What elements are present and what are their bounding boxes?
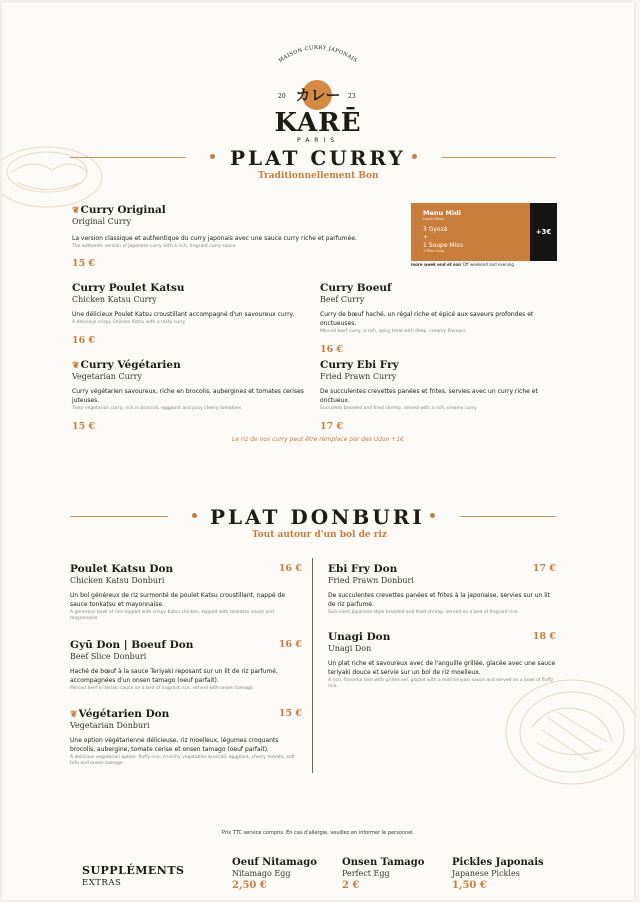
item-name-en: Vegetarian Curry [72,372,142,381]
supplement-pickles-japonais [452,857,544,891]
menu-page [2,2,634,900]
logo-city: PARIS [296,137,340,144]
item-description-en: The authentic version of Japanese curry with a rich, fragrant curry sauce [72,244,236,249]
supplement-price: 2,50 € [232,880,267,891]
item-description-en: A delicious vegetarian option. fluffy rice, crunchy vegetables broccoli, eggplant, cherry tomato, soft tofu and onsen tamago [70,755,295,766]
menu-item-curry-poulet-katsu [72,282,312,346]
item-price: 18 € [532,631,556,642]
supplement-price: 2 € [342,880,360,891]
item-description-en: Succulent Japanese-style breaded and fried shrimp, served on a bed of fragrant rice [328,610,518,615]
item-name-en: Beef Curry [320,295,365,304]
donburi-rule-right [460,516,556,517]
item-price: 16 € [278,563,302,574]
item-price: 15 € [72,258,96,269]
item-name: Curry Boeuf [320,282,392,294]
lunch-menu-note: more week end et soir Off weekend and evening [411,262,514,267]
brand-logo [260,36,376,144]
leaf-icon: ❦ [72,361,80,371]
item-name-en: Fried Prawn Curry [320,372,397,381]
supplement-name: Onsen Tamago [342,857,425,868]
item-name: ❦Curry Végétarien [72,359,181,371]
item-description-en: Succulent breaded and fried shrimp, served with a rich, creamy curry [320,406,477,411]
lunch-menu-line2: 1 Soupe Miso [423,242,464,249]
leaf-icon: ❦ [70,710,78,720]
supplements-title: SUPPLÉMENTS [82,864,185,877]
item-name: ❦Curry Original [72,204,166,216]
item-description: Curry de bœuf haché, un régal riche et épicé aux saveurs profondes et onctueuses. [320,311,534,327]
item-price: 15 € [278,708,302,719]
supplement-onsen-tamago [342,857,424,891]
logo-year-left: 20 [278,93,286,100]
supplement-name: Oeuf Nitamago [232,857,317,868]
donburi-rule-left [70,516,168,517]
item-description: De succulentes crevettes panées et frites, servies avec un curry riche et onctueux. [320,388,538,404]
lunch-menu-line1: 3 Gyozá [423,226,448,233]
item-description: Curry végétarien savoureux, riche en brocolis, aubergines et tomates cerises juteuses. [72,388,304,404]
item-description-en: A rich, flavorful dish with grilled eel, glazed with a mild teriyaki sauce and served on a bowl of fluffy rice. [328,678,554,689]
menu-item-poulet-katsu-don [70,563,302,622]
item-name: Curry Ebi Fry [320,359,399,371]
item-name-en: Chicken Katsu Donburi [70,576,165,585]
menu-item-unagi-don [328,631,556,690]
item-name: ❦Végétarien Don [70,708,170,720]
menu-item-curry-original [72,204,372,269]
item-price: 16 € [278,639,302,650]
donburi-section-title: PLAT DONBURI [210,505,425,529]
item-description: Un plat riche et savoureux avec de l'anguille grillée, glacée avec une sauce teriyaki douce et servie sur un bol de riz moelleux. [328,660,556,676]
supplement-name: Pickles Japonais [452,857,544,868]
supplement-name-en: Perfect Egg [342,869,390,878]
item-price: 17 € [320,421,344,432]
lunch-menu-box [411,203,557,261]
menu-item-curry-boeuf [320,282,565,355]
item-name-en: Unagi Don [328,644,372,653]
logo-kana: カレー [295,86,341,104]
item-name: Unagi Don [328,631,391,643]
item-name: Poulet Katsu Don [70,563,174,575]
curry-rule-right [442,157,556,158]
supplement-name-en: Nitamago Egg [232,869,291,878]
item-price: 16 € [72,335,96,346]
item-name-en: Original Curry [72,217,132,226]
supplement-name-en: Japanese Pickles [452,869,520,878]
lunch-menu-title-en: Lunch Menu [423,217,445,221]
item-description: Haché de bœuf à la sauce Teriyaki reposant sur un lit de riz parfumé, accompagnées d'un onsen tamago (oeuf parfait). [70,668,278,684]
item-description-en: Tasty vegetarian curry, rich in broccoli, eggplant and juicy cherry tomatoes [72,406,242,411]
menu-item-curry-ebi-fry [320,359,565,432]
donburi-dot-left [192,513,197,518]
curry-dot-right [412,154,417,159]
udon-substitution-note: Le riz de nos curry peut être remplace par des Udon +1€ [232,436,404,443]
donburi-dot-right [430,513,435,518]
item-name: Gyū Don | Boeuf Don [70,639,194,651]
supplements-subtitle: EXTRAS [82,878,122,888]
menu-item-ebi-fry-don [328,563,556,616]
item-description: La version classique et authentique du curry japonais avec une sauce curry riche et parfumée. [72,235,357,242]
item-name: Ebi Fry Don [328,563,398,575]
item-description-en: A generous bowl of rice topped with crispy Katsu chicken, topped with tonkatsu sauce and mayonnaise [70,610,274,621]
lunch-menu-plus: + [423,234,429,241]
curry-dot-left [210,154,215,159]
logo-arc-text [260,36,376,66]
logo-name: KARĒ [274,108,362,138]
item-description-en: A delicious crispy Chicken Katsu with a tasty curry [72,320,186,325]
curry-section-title: PLAT CURRY [230,146,406,170]
lunch-menu-title: Menu Midi [423,209,461,217]
item-price: 15 € [72,421,96,432]
logo-year-right: 23 [348,93,356,100]
item-name: Curry Poulet Katsu [72,282,185,294]
item-description-en: Minced beef curry, a rich, spicy treat with deep, creamy flavours [320,329,466,334]
item-description-en: Minced beef in teriaki sauce on a bed of fragrant rice, served with onsen tamago. [70,686,254,691]
item-name-en: Fried Prawn Donburi [328,576,414,585]
supplement-oeuf-nitamago [232,857,317,891]
item-description: De succulentes crevettes panées et frites à la japonaise, servies sur un lit de riz parfumé. [328,592,550,608]
svg-text:MAISON CURRY JAPONAIS: MAISON CURRY JAPONAIS [277,44,359,65]
lunch-menu-details [411,203,530,261]
katsu-plate-illustration [502,672,634,792]
menu-item-gyu-don [70,639,302,692]
item-name-en: Beef Slice Donburi [70,652,147,661]
item-description: Un bol généreux de riz surmonté de poulet Katsu croustillant, nappé de sauce tonkatsu et mayonnaise. [70,592,286,608]
donburi-section-subtitle: Tout autour d'un bol de riz [252,530,387,540]
allergy-note: Prix TTC service compris. En cas d'allergie, veuillez en informer le personnel. [221,830,415,836]
curry-rule-left [70,157,186,158]
item-description: Une délicieux Poulet Katsu croustillant accompagné d'un savoureux curry. [72,311,295,318]
leaf-icon: ❦ [72,206,80,216]
curry-section-subtitle: Traditionnellement Bon [258,171,379,181]
donburi-column-divider [312,558,313,773]
item-price: 16 € [320,344,344,355]
item-description: Une option végétarienne délicieuse, riz moelleux, légumes croquants brocolis, aubergine, tomate cerise et onsen tamago (oeuf parfait). [70,737,279,753]
item-price: 17 € [532,563,556,574]
item-name-en: Chicken Katsu Curry [72,295,157,304]
supplement-price: 1,50 € [452,880,487,891]
lunch-menu-extra-price: +3€ [530,203,557,261]
lunch-menu-line2-en: 1 Miso Soup [423,249,445,253]
item-name-en: Vegetarian Donburi [70,721,150,730]
menu-item-curry-vegetarien [72,359,317,432]
menu-item-vegetarien-don [70,708,302,767]
